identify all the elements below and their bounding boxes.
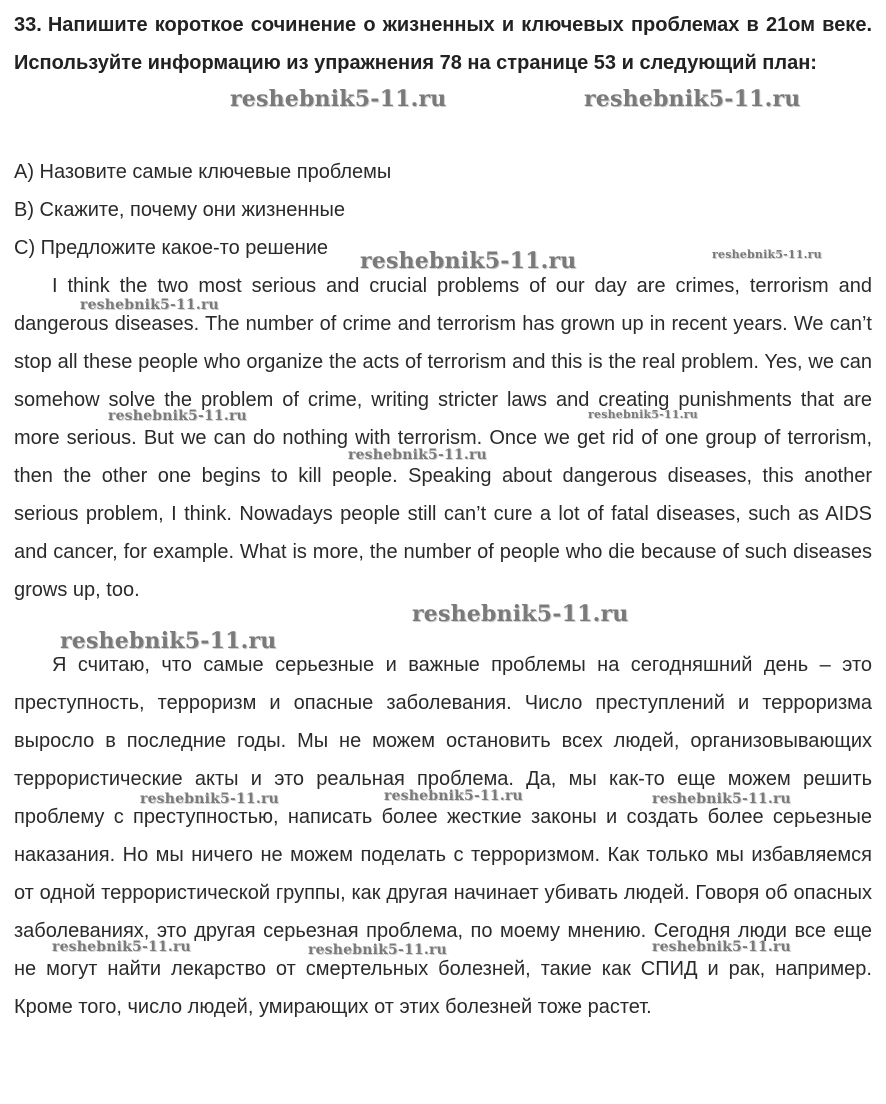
russian-essay — [14, 646, 872, 1026]
watermark: reshebnik5-11.ru — [384, 788, 523, 804]
watermark: reshebnik5-11.ru — [712, 248, 822, 261]
watermark: reshebnik5-11.ru — [584, 86, 801, 112]
watermark: reshebnik5-11.ru — [308, 942, 447, 958]
watermark: reshebnik5-11.ru — [52, 939, 191, 955]
watermark: reshebnik5-11.ru — [652, 791, 791, 807]
watermark: reshebnik5-11.ru — [588, 408, 698, 421]
watermark: reshebnik5-11.ru — [360, 248, 577, 274]
task-statement — [14, 6, 872, 82]
english-essay-text: I think the two most serious and crucial problems of our day are crimes, terrorism and dangerous diseases. The number of crime and terrorism has grown up in recent years. We can’t stop all these people who organize the acts of terrorism and this is the real problem. Yes, we can somehow solve the problem of crime, writing stricter laws and creating punishments that are more serious. But we can do nothing with terrorism. Once we get rid of one group of terrorism, then the other one begins to kill people. Speaking about dangerous diseases, this another serious problem, I think. Nowadays people still can’t cure a lot of fatal diseases, such as AIDS and cancer, for example. What is more, the number of people who die because of such diseases grows up, too. — [14, 275, 872, 601]
watermark: reshebnik5-11.ru — [60, 628, 277, 654]
plan-item-a: A) Назовите самые ключевые проблемы — [14, 161, 392, 183]
watermark: reshebnik5-11.ru — [140, 791, 279, 807]
plan-item-c: C) Предложите какое-то решение — [14, 237, 329, 259]
task-number: 33. — [14, 14, 42, 36]
watermark: reshebnik5-11.ru — [348, 447, 487, 463]
task-text: Напишите короткое сочинение о жизненных и ключевых проблемах в 21ом веке. Используйте информацию из упражнения 78 на странице 53 и следующий план: — [14, 14, 872, 74]
english-essay — [14, 267, 872, 609]
russian-essay-text: Я считаю, что самые серьезные и важные проблемы на сегодняшний день – это преступность, терроризм и опасные заболевания. Число преступлений и терроризма выросло в последние годы. Мы не можем остановить всех людей, организовывающих террористические акты и это реальная проблема. Да, мы как-то еще можем решить проблему с преступностью, написать более жесткие законы и создать более серьезные наказания. Но мы ничего не можем поделать с терроризмом. Как только мы избавляемся от одной террористической группы, как другая начинает убивать людей. Говоря об опасных заболеваниях, это другая серьезная проблема, по моему мнению. Сегодня люди все еще не могут найти лекарство от смертельных болезней, такие как СПИД и рак, например. Кроме того, число людей, умирающих от этих болезней тоже растет. — [14, 654, 872, 1018]
watermark: reshebnik5-11.ru — [108, 408, 247, 424]
watermark: reshebnik5-11.ru — [652, 939, 791, 955]
watermark: reshebnik5-11.ru — [80, 297, 219, 313]
plan-item-b: B) Скажите, почему они жизненные — [14, 199, 345, 221]
watermark: reshebnik5-11.ru — [230, 86, 447, 112]
watermark: reshebnik5-11.ru — [412, 601, 629, 627]
